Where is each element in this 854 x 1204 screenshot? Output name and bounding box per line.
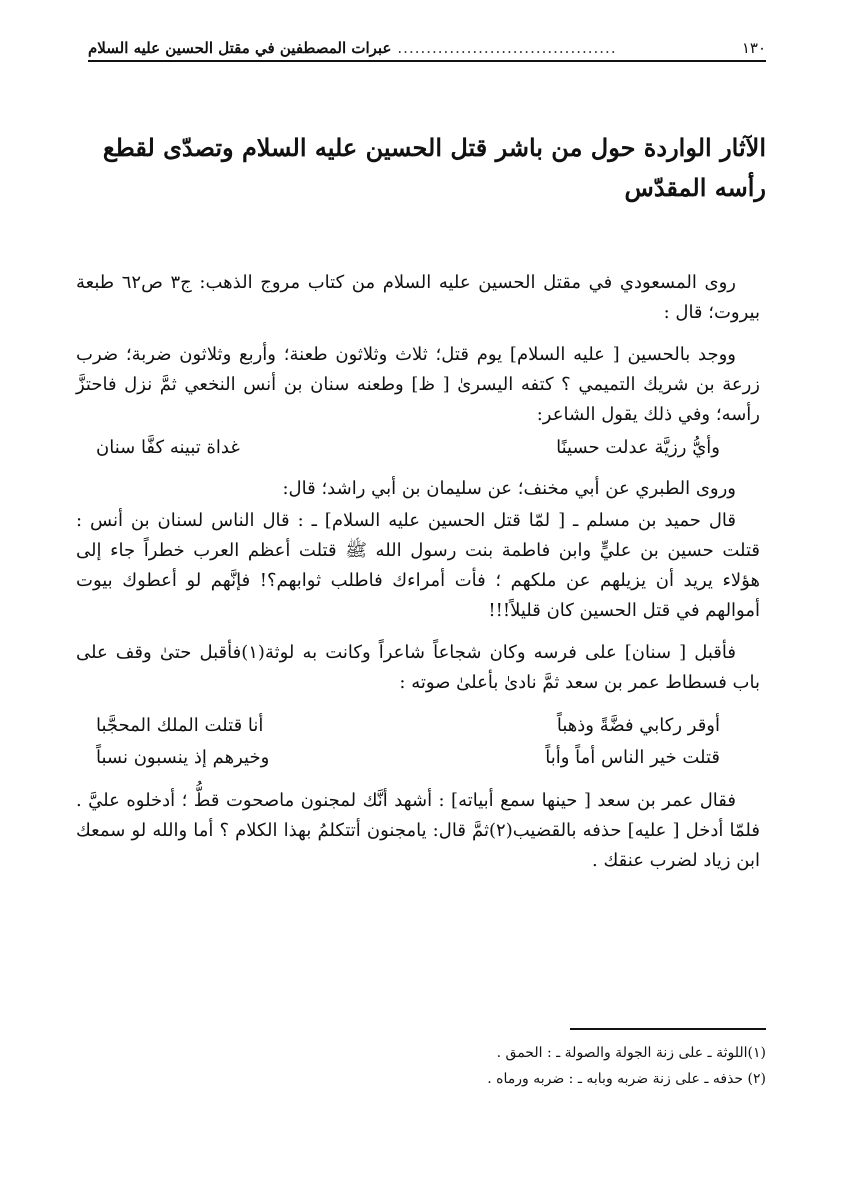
verse-2 [76, 710, 760, 774]
paragraph-2: ووجد بالحسين [ عليه السلام] يوم قتل؛ ثلاث وثلاثون طعنة؛ وأربع وثلاثون ضربة؛ ضرب زرعة بن شريك التميمي ؟ كتفه اليسرىٰ [ ظ] وطعنه سنان بن أنس النخعي ثمَّ نزل فاحتزَّ رأسه؛ وفي ذلك يقول الشاعر: [76, 344, 760, 425]
paragraph-6: فقال عمر بن سعد [ حينها سمع أبياته] : أشهد أنَّك لمجنون ماصحوت قطُّ ؛ أدخلوه عليَّ . فلمّا أدخل [ عليه] حذفه بالقضيب(٢)ثمَّ قال: يامجنون أتتكلمُ بهذا الكلام ؟ أما والله لو سمعك ابن زياد لضرب عنقك . [76, 790, 760, 871]
paragraph-5: فأقبل [ سنان] على فرسه وكان شجاعاً شاعراً وكانت به لوثة(١)فأقبل حتىٰ وقف على باب فسطاط عمر بن سعد ثمَّ نادىٰ بأعلىٰ صوته : [76, 642, 760, 693]
footnotes [88, 1040, 766, 1092]
section-title: الآثار الواردة حول من باشر قتل الحسين عليه السلام وتصدّى لقطع رأسه المقدّس [102, 133, 766, 202]
leader-dots: ...................................... [397, 39, 617, 57]
paragraph-1: روى المسعودي في مقتل الحسين عليه السلام من كتاب مروج الذهب: ج٣ ص٦٢ طبعة بيروت؛ قال : [76, 272, 760, 323]
paragraph-4: قال حميد بن مسلم ـ [ لمّا قتل الحسين عليه السلام] ـ : قال الناس لسنان بن أنس : قتلت حسين بن عليٍّ وابن فاطمة بنت رسول الله ﷺ قتلت أعظم العرب خطراً جاء إلى هؤلاء يريد أن يزيلهم عن ملكهم ؛ فأت أمراءك فاطلب ثوابهم؟! فإنَّهم لو أعطوك بيوت أموالهم في قتل الحسين كان قليلاً!!! [76, 510, 760, 621]
verse-2-line-1 [76, 710, 760, 742]
page-number: ١٣٠ [741, 39, 766, 57]
running-title: عبرات المصطفين في مقتل الحسين عليه السلام [88, 39, 392, 57]
header-rule [88, 60, 766, 62]
verse-2-line-1-second: أنا قتلت الملك المحجَّبا [96, 715, 264, 736]
verse-2-line-2 [76, 742, 760, 774]
verse-1 [76, 432, 760, 464]
verse-1-first-hemistich: وأيُّ رزيَّة عدلت حسينًا [556, 437, 720, 458]
footnote-rule [570, 1028, 766, 1030]
verse-2-line-1-first: أوقر ركابي فضَّةً وذهباً [556, 715, 720, 736]
page-header [88, 28, 766, 58]
body-text [76, 268, 760, 888]
verse-1-second-hemistich: غداة تبينه كفَّا سنان [96, 437, 240, 458]
paragraph-3: وروى الطبري عن أبي مخنف؛ عن سليمان بن أبي راشد؛ قال: [282, 478, 736, 499]
verse-2-line-2-first: قتلت خير الناس أماً وأباً [545, 747, 720, 768]
footnote-2: (٢) حذفه ـ على زنة ضربه وبابه ـ : ضربه ورماه . [487, 1071, 766, 1087]
verse-2-line-2-second: وخيرهم إذ ينسبون نسباً [96, 747, 270, 768]
footnote-1: (١)اللوثة ـ على زنة الجولة والصولة ـ : الحمق . [496, 1045, 766, 1061]
